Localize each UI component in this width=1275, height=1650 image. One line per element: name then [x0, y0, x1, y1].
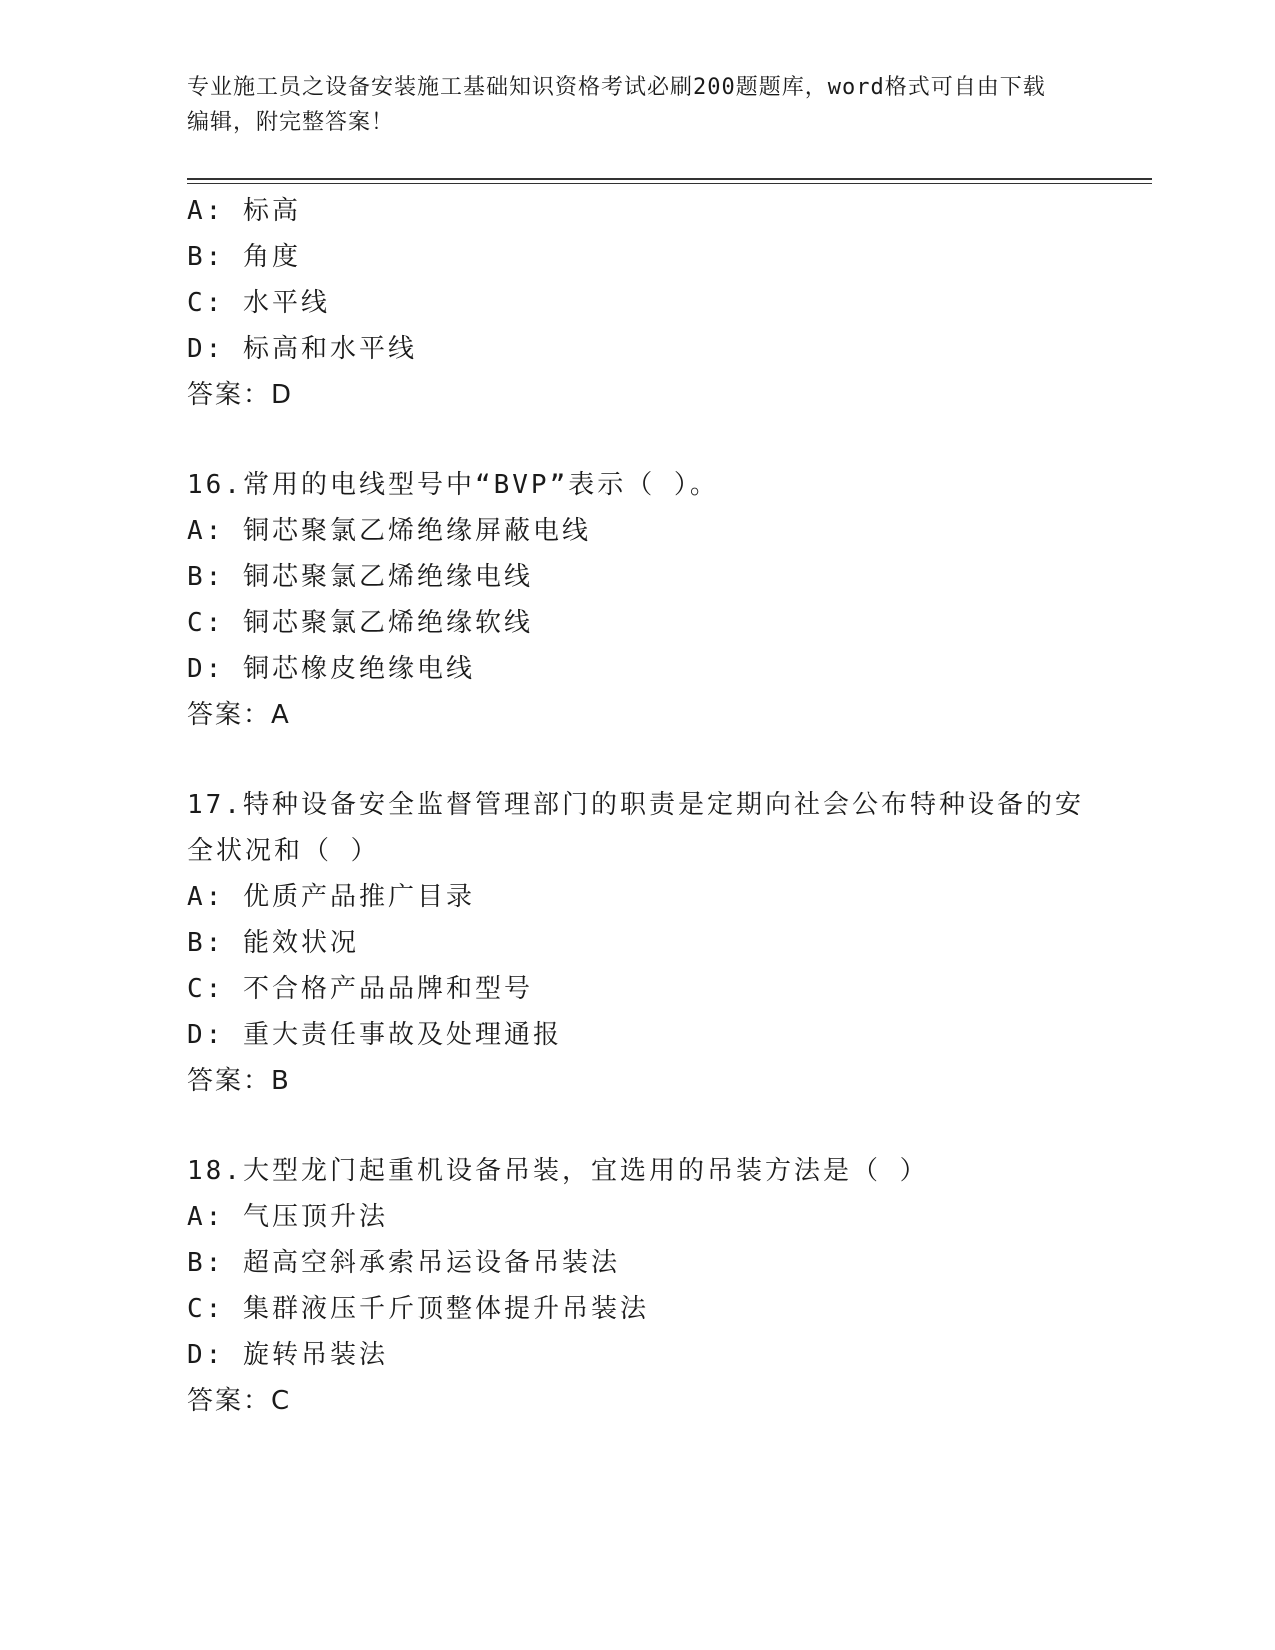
question-text: 18.大型龙门起重机设备吊装，宜选用的吊装方法是（ ）: [187, 1156, 929, 1186]
option-c: C: 铜芯聚氯乙烯绝缘软线: [187, 608, 533, 638]
option-a: A: 气压顶升法: [187, 1202, 388, 1232]
answer-line: 答案：C: [187, 1386, 292, 1416]
answer-line: 答案：A: [187, 700, 291, 730]
option-b: B: 角度: [187, 242, 301, 272]
question-block-15: [187, 188, 1152, 418]
option-b: B: 铜芯聚氯乙烯绝缘电线: [187, 562, 533, 592]
option-d: D: 标高和水平线: [187, 334, 417, 364]
question-text: 16.常用的电线型号中“BVP”表示（ ）。: [187, 470, 719, 500]
question-text: 17.特种设备安全监督管理部门的职责是定期向社会公布特种设备的安全状况和（ ）: [187, 790, 1084, 866]
page-header: 专业施工员之设备安装施工基础知识资格考试必刷200题题库，word格式可自由下载编辑，附完整答案！: [187, 75, 1046, 135]
option-d: D: 重大责任事故及处理通报: [187, 1020, 562, 1050]
document-page: [187, 70, 1152, 1424]
option-c: C: 集群液压千斤顶整体提升吊装法: [187, 1294, 649, 1324]
option-c: C: 水平线: [187, 288, 330, 318]
option-a: A: 标高: [187, 196, 301, 226]
option-c: C: 不合格产品品牌和型号: [187, 974, 533, 1004]
option-a: A: 铜芯聚氯乙烯绝缘屏蔽电线: [187, 516, 591, 546]
question-list: [187, 188, 1152, 1424]
option-a: A: 优质产品推广目录: [187, 882, 475, 912]
option-b: B: 能效状况: [187, 928, 359, 958]
question-block-18: [187, 1148, 1152, 1424]
question-block-16: [187, 462, 1152, 738]
option-d: D: 旋转吊装法: [187, 1340, 388, 1370]
option-b: B: 超高空斜承索吊运设备吊装法: [187, 1248, 620, 1278]
header-divider: [187, 178, 1152, 184]
answer-line: 答案：B: [187, 1066, 291, 1096]
question-block-17: [187, 782, 1152, 1104]
option-d: D: 铜芯橡皮绝缘电线: [187, 654, 475, 684]
answer-line: 答案：D: [187, 380, 294, 410]
